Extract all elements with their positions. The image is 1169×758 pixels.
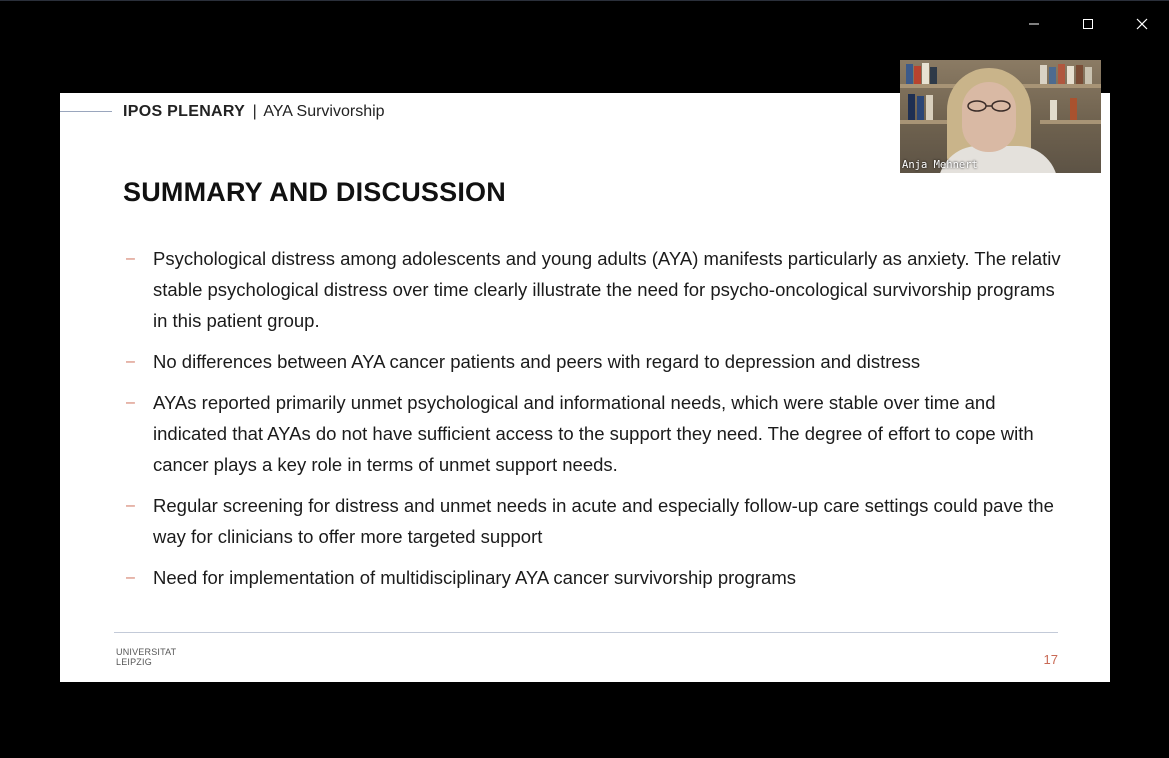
- bullet-text: Regular screening for distress and unmet needs in acute and especially follow-up care settings could pave the way for clinicians to offer more targeted support: [153, 495, 1054, 547]
- bullet-dash: –: [126, 497, 135, 514]
- bullet-item: [126, 243, 1066, 336]
- book: [1040, 65, 1047, 84]
- bullet-text: Psychological distress among adolescents and young adults (AYA) manifests particularly as anxiety. The relativ stable psychological distress over time clearly illustrate the need for psycho-oncological survivorship programs in this patient group.: [153, 248, 1061, 331]
- book: [930, 67, 937, 84]
- bullet-text: No differences between AYA cancer patients and peers with regard to depression and distress: [153, 351, 921, 372]
- close-icon: [1136, 18, 1148, 30]
- book: [1076, 65, 1083, 84]
- slide: [60, 93, 1110, 682]
- book: [1058, 64, 1065, 84]
- logo-line-2: LEIPZIG: [116, 657, 152, 667]
- footer-rule: [114, 632, 1058, 633]
- header-rule: [60, 111, 112, 112]
- glasses-icon: [966, 100, 1012, 112]
- book: [1050, 100, 1057, 120]
- slide-title: SUMMARY AND DISCUSSION: [123, 177, 506, 207]
- bookshelf: [1040, 120, 1101, 124]
- book: [917, 96, 924, 120]
- participant-name: Anja Mehnert: [902, 159, 978, 171]
- bullet-text: Need for implementation of multidisciplinary AYA cancer survivorship programs: [153, 567, 796, 588]
- page-number: 17: [1043, 652, 1058, 667]
- minimize-icon: [1028, 18, 1040, 30]
- book: [908, 94, 915, 120]
- bullet-item: [126, 562, 1066, 593]
- minimize-button[interactable]: [1007, 7, 1061, 41]
- book: [914, 66, 921, 84]
- bullet-list: [126, 243, 1066, 603]
- book: [1070, 98, 1077, 120]
- book: [1049, 67, 1056, 84]
- bullet-item: [126, 387, 1066, 480]
- close-button[interactable]: [1115, 7, 1169, 41]
- book: [922, 63, 929, 84]
- header-event: IPOS PLENARY: [123, 103, 246, 120]
- book: [1085, 67, 1092, 84]
- bullet-dash: –: [126, 394, 135, 411]
- maximize-icon: [1082, 18, 1094, 30]
- maximize-button[interactable]: [1061, 7, 1115, 41]
- header-separator: |: [252, 103, 257, 120]
- bullet-dash: –: [126, 353, 135, 370]
- window-controls: [1007, 7, 1169, 41]
- bullet-item: [126, 490, 1066, 552]
- header-topic: AYA Survivorship: [263, 103, 385, 120]
- bullet-dash: –: [126, 250, 135, 267]
- book: [926, 95, 933, 120]
- participant-face: [962, 82, 1016, 152]
- bullet-item: [126, 346, 1066, 377]
- logo-line-1: UNIVERSITAT: [116, 647, 177, 657]
- book: [1067, 66, 1074, 84]
- bullet-text: AYAs reported primarily unmet psychological and informational needs, which were stable over time and indicated that AYAs do not have sufficient access to the support they need. The degree of effort to cope with cancer plays a key role in terms of unmet support needs.: [153, 392, 1034, 475]
- book: [906, 64, 913, 84]
- slide-header: [123, 103, 385, 121]
- university-logo: [116, 647, 176, 667]
- participant-video[interactable]: [900, 60, 1101, 173]
- bullet-dash: –: [126, 569, 135, 586]
